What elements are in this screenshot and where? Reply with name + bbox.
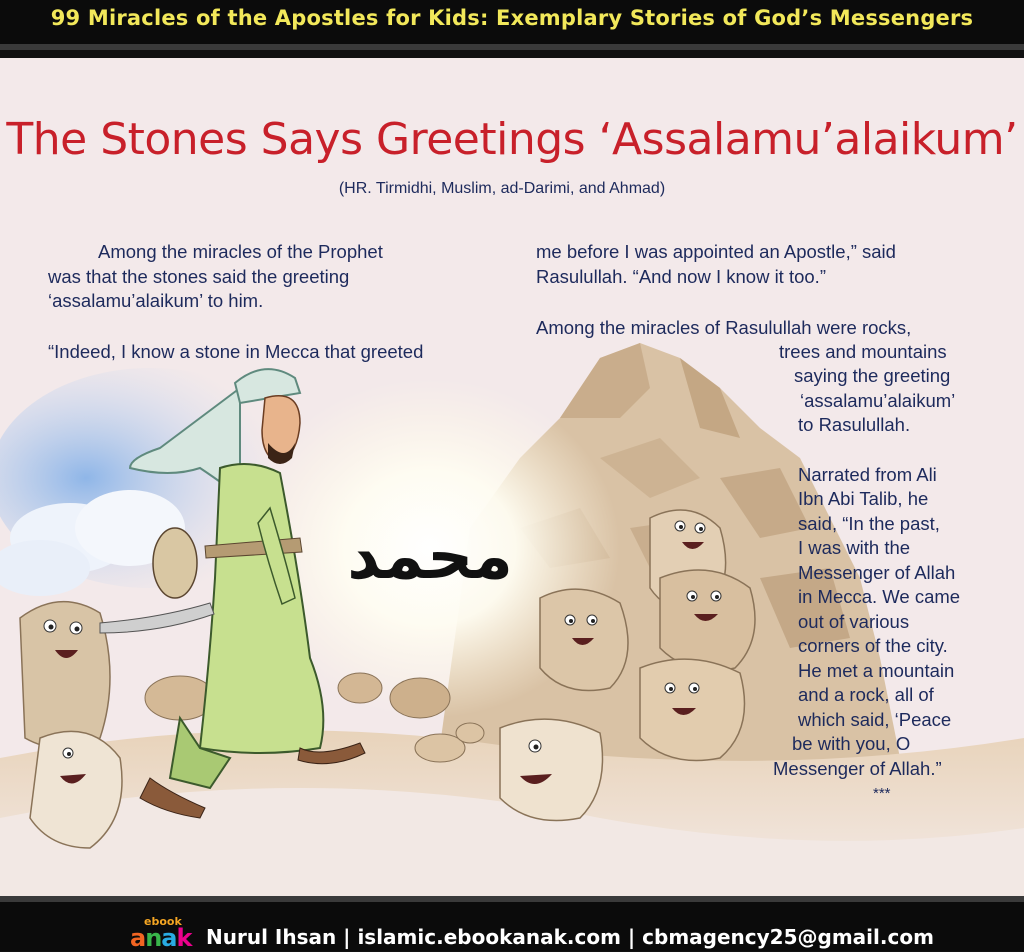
text-line: in Mecca. We came	[798, 586, 961, 607]
hadith-source: (HR. Tirmidhi, Muslim, ad-Darimi, and Ahmad)	[338, 180, 666, 197]
text-line: Ibn Abi Talib, he	[798, 488, 929, 509]
text-line: ‘assalamu’alaikum’	[800, 390, 956, 411]
text-line: corners of the city.	[798, 635, 948, 656]
muhammad-calligraphy: محمد	[347, 520, 513, 594]
text-line: me before I was appointed an Apostle,” said	[536, 241, 896, 262]
text-line: I was with the	[798, 537, 911, 558]
right-paragraph-1	[536, 240, 976, 289]
text-line: Among the miracles of Rasulullah were rocks,	[536, 317, 912, 338]
story-page	[0, 58, 1024, 896]
text-line: Rasulullah. “And now I know it too.”	[536, 265, 826, 287]
text-line: was that the stones said the greeting	[48, 265, 350, 287]
top-banner	[0, 0, 1024, 50]
text-line: to Rasulullah.	[798, 414, 911, 435]
text-line: Narrated from Ali	[798, 464, 937, 485]
rock-face	[500, 719, 603, 820]
book-title: 99 Miracles of the Apostles for Kids: Exemplary Stories of God’s Messengers	[50, 6, 974, 30]
rock-face	[660, 570, 755, 671]
story-title: The Stones Says Greetings ‘Assalamu’alaikum’	[6, 114, 1018, 165]
text-line: which said, ‘Peace	[798, 709, 952, 730]
text-line: He met a mountain	[798, 660, 955, 681]
rock-face	[540, 589, 628, 690]
text-line: and a rock, all of	[798, 684, 934, 705]
text-line: trees and mountains	[779, 341, 947, 362]
text-line: out of various	[798, 611, 910, 632]
text-line: Messenger of Allah	[798, 562, 956, 583]
footer-bar	[0, 896, 1024, 951]
text-line: Messenger of Allah.”	[773, 758, 942, 779]
text-line: saying the greeting	[794, 365, 951, 386]
ebookanak-logo: ebook anak	[130, 915, 192, 952]
text-line: ‘assalamu’alaikum’ to him.	[48, 290, 264, 311]
left-paragraph-2	[48, 340, 488, 365]
text-line: be with you, O	[792, 733, 911, 754]
text-line: “Indeed, I know a stone in Mecca that greeted	[48, 341, 424, 362]
text-line: Among the miracles of the Prophet	[98, 241, 383, 262]
rock-face	[20, 602, 110, 748]
end-mark: ***	[873, 785, 891, 802]
rock-face	[30, 731, 122, 848]
left-paragraph-1	[48, 240, 468, 314]
text-line: said, “In the past,	[798, 513, 940, 534]
footer-credits: Nurul Ihsan | islamic.ebookanak.com | cbmagency25@gmail.com	[206, 925, 934, 949]
right-paragraph-2	[536, 316, 976, 341]
rock-face	[640, 659, 745, 760]
